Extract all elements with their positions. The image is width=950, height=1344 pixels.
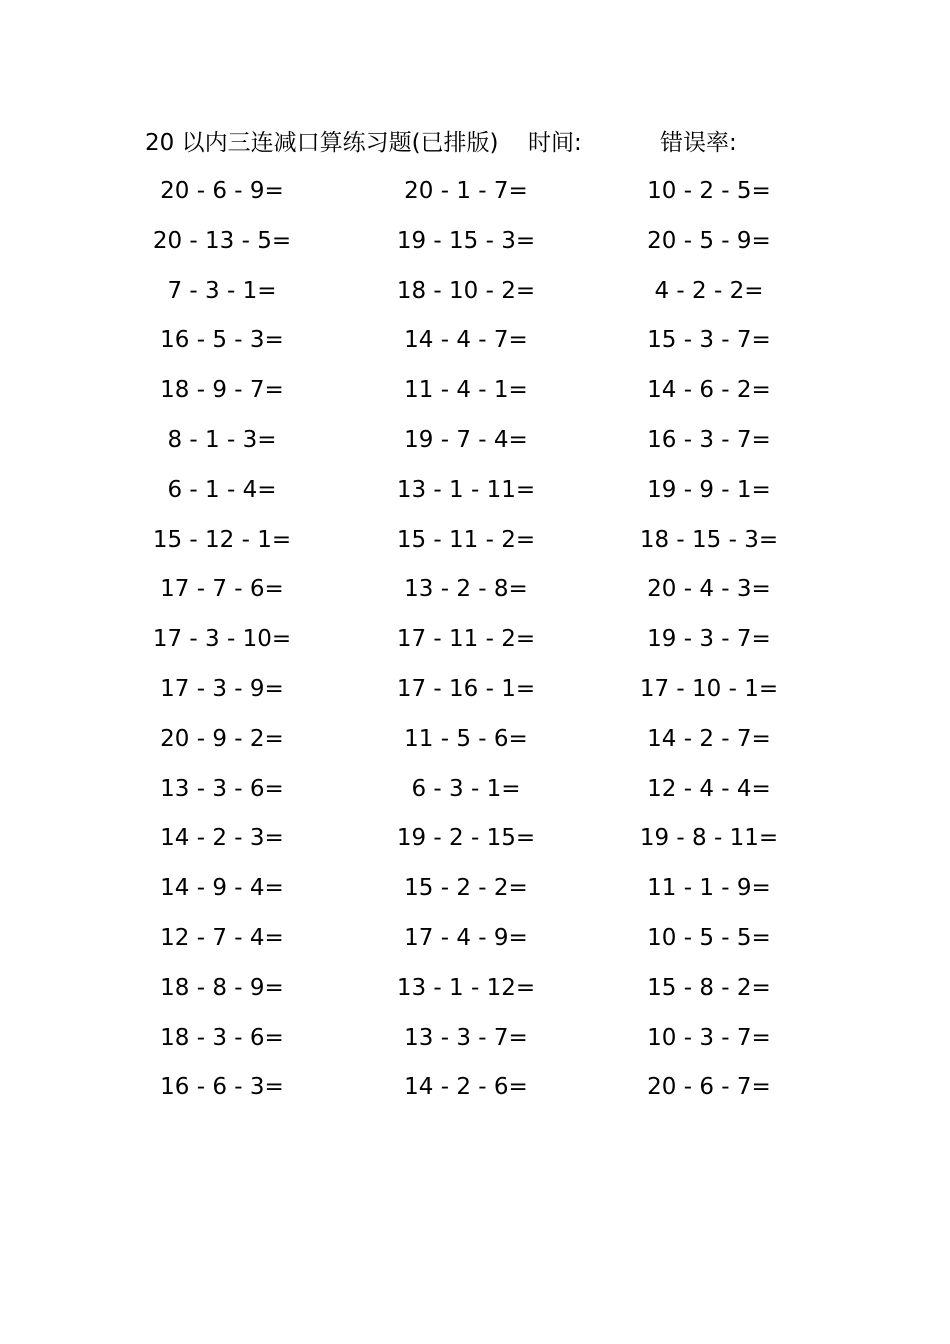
problem-item: 16 - 3 - 7=: [647, 426, 771, 453]
problem-row: [0, 1069, 950, 1119]
problem-item: 14 - 4 - 7=: [404, 327, 528, 354]
problem-item: 19 - 9 - 1=: [647, 476, 771, 503]
problem-item: 17 - 7 - 6=: [160, 576, 284, 603]
problem-item: 20 - 9 - 2=: [160, 725, 284, 752]
problem-row: [0, 522, 950, 572]
problem-item: 13 - 3 - 7=: [404, 1024, 528, 1051]
problem-row: [0, 173, 950, 223]
problem-item: 19 - 7 - 4=: [404, 426, 528, 453]
problem-item: 14 - 6 - 2=: [647, 377, 771, 404]
problem-item: 15 - 8 - 2=: [647, 974, 771, 1001]
problem-row: [0, 970, 950, 1020]
problem-item: 15 - 2 - 2=: [404, 875, 528, 902]
error-rate-label: 错误率:: [660, 130, 737, 156]
problem-row: [0, 870, 950, 920]
problem-item: 10 - 3 - 7=: [647, 1024, 771, 1051]
problem-item: 17 - 11 - 2=: [396, 626, 536, 653]
problem-item: 17 - 16 - 1=: [396, 675, 536, 702]
problem-item: 20 - 6 - 9=: [160, 178, 284, 204]
problem-item: 7 - 3 - 1=: [167, 277, 277, 304]
problem-item: 14 - 2 - 3=: [160, 825, 284, 852]
problem-item: 19 - 3 - 7=: [647, 626, 771, 653]
problem-item: 20 - 5 - 9=: [647, 227, 771, 254]
problem-item: 12 - 7 - 4=: [160, 924, 284, 951]
problem-row: [0, 771, 950, 821]
problem-item: 15 - 11 - 2=: [396, 526, 536, 553]
problem-row: [0, 1020, 950, 1070]
problem-item: 19 - 15 - 3=: [396, 227, 536, 254]
problem-item: 14 - 2 - 6=: [404, 1074, 528, 1101]
problem-row: [0, 671, 950, 721]
problem-item: 19 - 2 - 15=: [396, 825, 536, 852]
problem-item: 16 - 5 - 3=: [160, 327, 284, 354]
problem-row: [0, 820, 950, 870]
problem-item: 18 - 8 - 9=: [160, 974, 284, 1001]
problem-row: [0, 422, 950, 472]
problem-item: 14 - 9 - 4=: [160, 875, 284, 902]
problem-item: 10 - 2 - 5=: [647, 178, 771, 204]
problem-row: [0, 273, 950, 323]
problem-item: 13 - 3 - 6=: [160, 775, 284, 802]
problem-item: 17 - 10 - 1=: [639, 675, 779, 702]
problem-item: 11 - 1 - 9=: [647, 875, 771, 902]
problem-row: [0, 472, 950, 522]
problem-row: [0, 621, 950, 671]
problem-item: 20 - 13 - 5=: [152, 227, 292, 254]
problem-item: 19 - 8 - 11=: [639, 825, 779, 852]
problem-item: 8 - 1 - 3=: [167, 426, 277, 453]
problem-grid: [0, 173, 950, 1119]
problem-item: 17 - 4 - 9=: [404, 924, 528, 951]
problem-item: 20 - 1 - 7=: [404, 178, 528, 204]
problem-item: 10 - 5 - 5=: [647, 924, 771, 951]
problem-item: 14 - 2 - 7=: [647, 725, 771, 752]
problem-item: 17 - 3 - 10=: [152, 626, 292, 653]
page-title: 20 以内三连减口算练习题(已排版): [145, 130, 499, 156]
problem-item: 6 - 1 - 4=: [167, 476, 277, 503]
problem-item: 17 - 3 - 9=: [160, 675, 284, 702]
problem-row: [0, 372, 950, 422]
problem-item: 18 - 3 - 6=: [160, 1024, 284, 1051]
problem-item: 18 - 9 - 7=: [160, 377, 284, 404]
problem-item: 13 - 2 - 8=: [404, 576, 528, 603]
problem-row: [0, 571, 950, 621]
problem-row: [0, 223, 950, 273]
problem-item: 16 - 6 - 3=: [160, 1074, 284, 1101]
problem-item: 20 - 4 - 3=: [647, 576, 771, 603]
problem-item: 11 - 4 - 1=: [404, 377, 528, 404]
problem-item: 6 - 3 - 1=: [411, 775, 521, 802]
problem-item: 13 - 1 - 11=: [396, 476, 536, 503]
problem-item: 4 - 2 - 2=: [654, 277, 764, 304]
problem-item: 15 - 3 - 7=: [647, 327, 771, 354]
problem-item: 18 - 15 - 3=: [639, 526, 779, 553]
time-label: 时间:: [528, 130, 582, 156]
problem-item: 13 - 1 - 12=: [396, 974, 536, 1001]
worksheet-header: [0, 126, 950, 160]
problem-item: 15 - 12 - 1=: [152, 526, 292, 553]
problem-item: 20 - 6 - 7=: [647, 1074, 771, 1101]
problem-row: [0, 721, 950, 771]
problem-item: 18 - 10 - 2=: [396, 277, 536, 304]
problem-item: 11 - 5 - 6=: [404, 725, 528, 752]
problem-row: [0, 322, 950, 372]
problem-item: 12 - 4 - 4=: [647, 775, 771, 802]
problem-row: [0, 920, 950, 970]
